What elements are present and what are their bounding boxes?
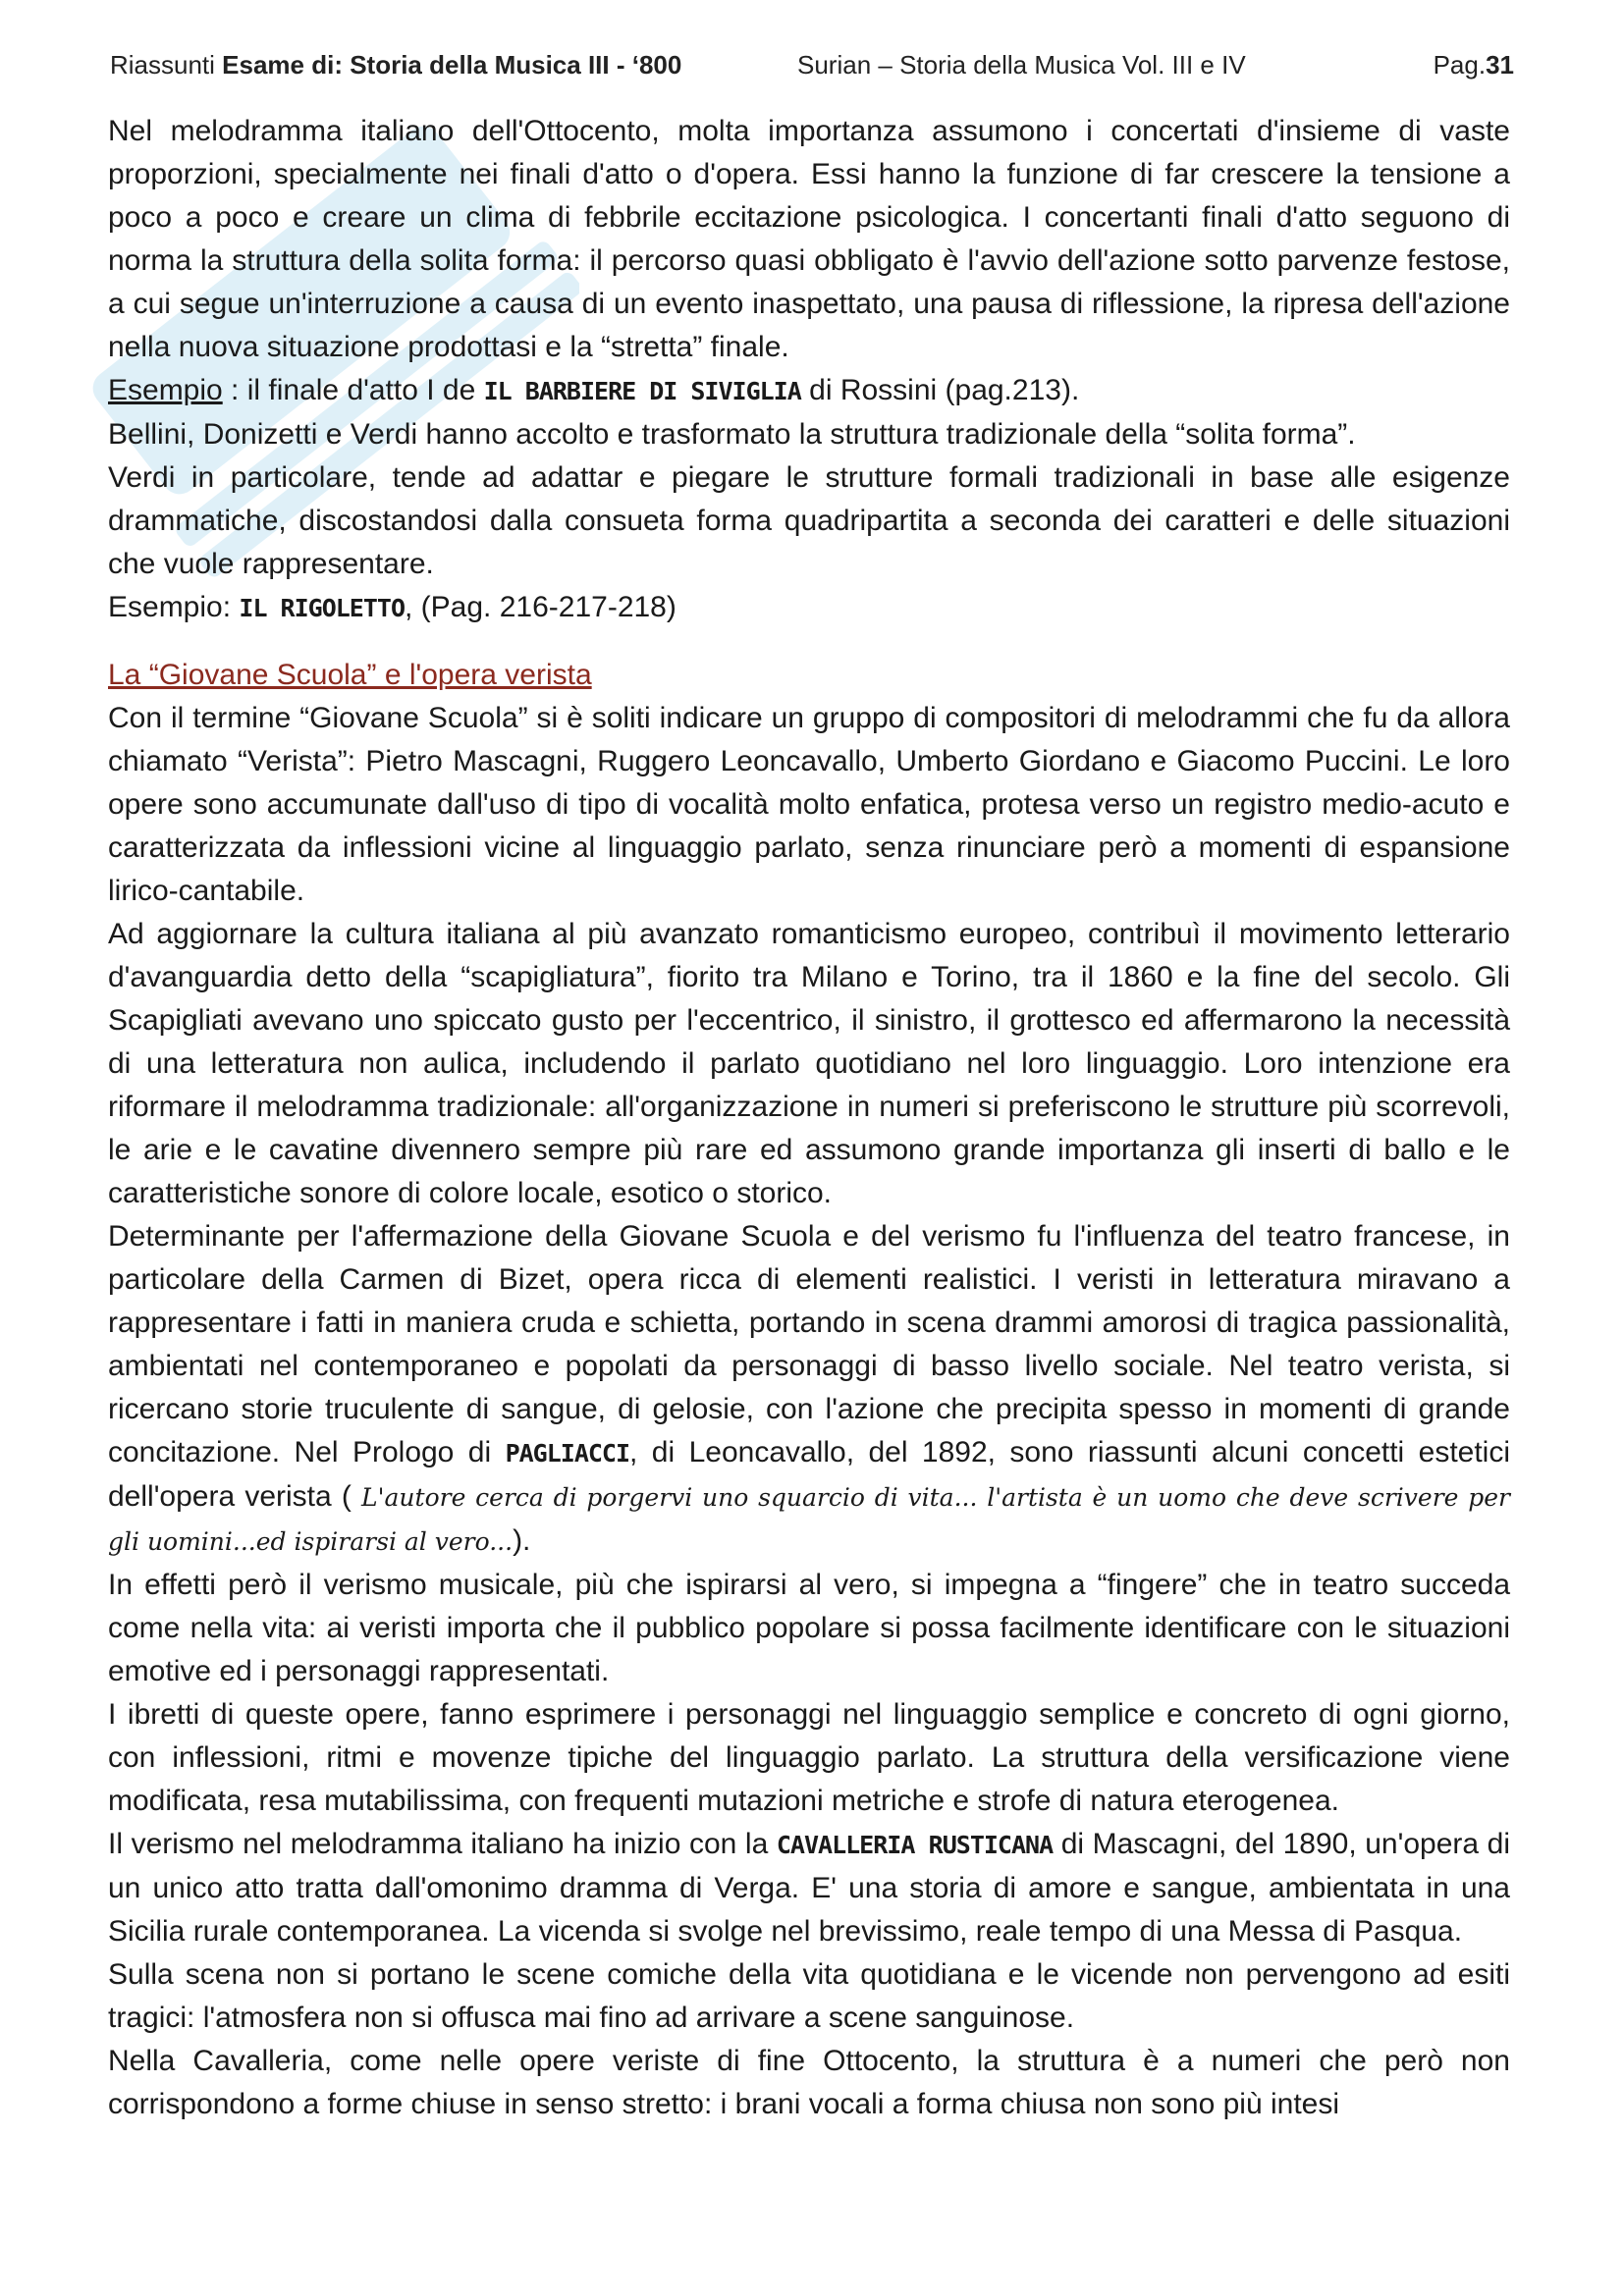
section-title: La “Giovane Scuola” e l'opera verista xyxy=(108,659,592,691)
paragraph: Con il termine “Giovane Scuola” si è soliti indicare un gruppo di compositori di melodrammi che fu da allora chiamato “Verista”: Pietro Mascagni, Ruggero Leoncavallo, Umberto Giordano e Giacomo Puccini. Le loro opere sono accumunate dall'uso di tipo di vocalità molto enfatica, protesa verso un registro medio-acuto e caratterizzata da inflessioni vicine al linguaggio parlato, senza rinunciare però a momenti di espansione lirico-cantabile. xyxy=(108,702,1510,907)
page-header xyxy=(110,45,1514,84)
paragraph: Determinante per l'affermazione della Giovane Scuola e del verismo fu l'influenza del teatro francese, in particolare della Carmen di Bizet, opera ricca di elementi realistici. I veristi in letteratura miravano a rappresentare i fatti in maniera cruda e schietta, portando in scena drammi amorosi di tragica passionalità, ambientati nel contemporaneo e popolati da personaggi di basso livello sociale. Nel teatro verista, si ricercano storie truculente di sangue, di gelosie, con l'azione che precipita spesso in momenti di grande concitazione. Nel Prologo di PAGLIACCI, di Leoncavallo, del 1892, sono riassunti alcuni concetti estetici dell'opera verista ( L'autore cerca di porgervi uno squarcio di vita... l'artista è un uomo che deve scrivere per gli uomini...ed ispirarsi al vero...). xyxy=(108,1220,1511,1557)
opera-title: CAVALLERIA RUSTICANA xyxy=(776,1831,1054,1859)
quote-text: L'autore cerca di porgervi uno squarcio di vita... l'artista è un uomo che deve scrivere per gli uomini...ed ispirarsi al vero... xyxy=(108,1483,1510,1556)
paragraph: I ibretti di queste opere, fanno esprimere i personaggi nel linguaggio semplice e concreto di ogni giorno, con inflessioni, ritmi e movenze tipiche del linguaggio parlato. La struttura della versificazione viene modificata, resa mutabilissima, con frequenti mutazioni metriche e strofe di natura eterogenea. xyxy=(108,1698,1510,1817)
opera-title: IL RIGOLETTO xyxy=(239,594,406,622)
paragraph: Il verismo nel melodramma italiano ha inizio con la CAVALLERIA RUSTICANA di Mascagni, del 1890, un'opera di un unico atto tratta dall'omonimo dramma di Verga. E' una storia di amore e sangue, ambientata in una Sicilia rurale contemporanea. La vicenda si svolge nel brevissimo, reale tempo di una Messa di Pasqua. xyxy=(108,1828,1510,1948)
paragraph: Nel melodramma italiano dell'Ottocento, molta importanza assumono i concertati d'insieme di vaste proporzioni, specialmente nei finali d'atto o d'opera. Essi hanno la funzione di far crescere la tensione a poco a poco e creare un clima di febbrile eccitazione psicologica. I concertanti finali d'atto seguono di norma la struttura della solita forma: il percorso quasi obbligato è l'avvio dell'azione sotto parvenze festose, a cui segue un'interruzione a causa di un evento inaspettato, una pausa di riflessione, la ripresa dell'azione nella nuova situazione prodottasi e la “stretta” finale. xyxy=(108,115,1510,363)
example-label: Esempio xyxy=(108,374,223,406)
paragraph: Nella Cavalleria, come nelle opere veriste di fine Ottocento, la struttura è a numeri che però non corrispondono a forme chiuse in senso stretto: i brani vocali a forma chiusa non sono più intesi xyxy=(108,2045,1510,2120)
paragraph: Bellini, Donizetti e Verdi hanno accolto e trasformato la struttura tradizionale della “solita forma”. xyxy=(108,418,1356,451)
example-label: Esempio: xyxy=(108,591,240,623)
paragraph: Verdi in particolare, tende ad adattar e piegare le strutture formali tradizionali in base alle esigenze drammatiche, discostandosi dalla consueta forma quadripartita a seconda dei caratteri e delle situazioni che vuole rappresentare. xyxy=(108,461,1510,580)
header-course: Riassunti Esame di: Storia della Musica III - ‘800 xyxy=(110,50,682,80)
opera-title: IL BARBIERE DI SIVIGLIA xyxy=(483,377,801,405)
paragraph-example: Esempio : il finale d'atto I de IL BARBIERE DI SIVIGLIA di Rossini (pag.213). xyxy=(108,374,1080,406)
opera-title: PAGLIACCI xyxy=(505,1439,630,1468)
paragraph: In effetti però il verismo musicale, più che ispirarsi al vero, si impegna a “fingere” che in teatro succeda come nella vita: ai veristi importa che il pubblico popolare si possa facilmente identificare con le situazioni emotive ed i personaggi rappresentati. xyxy=(108,1569,1510,1687)
header-source: Surian – Storia della Musica Vol. III e IV xyxy=(797,50,1246,80)
paragraph: Sulla scena non si portano le scene comiche della vita quotidiana e le vicende non pervengono ad esiti tragici: l'atmosfera non si offusca mai fino ad arrivare a scene sanguinose. xyxy=(108,1958,1510,2034)
paragraph-example: Esempio: IL RIGOLETTO, (Pag. 216-217-218) xyxy=(108,591,677,623)
document-body xyxy=(108,110,1510,2126)
page-number: Pag.31 xyxy=(1433,50,1514,80)
paragraph: Ad aggiornare la cultura italiana al più avanzato romanticismo europeo, contribuì il movimento letterario d'avanguardia detto della “scapigliatura”, fiorito tra Milano e Torino, tra il 1860 e la fine del secolo. Gli Scapigliati avevano uno spiccato gusto per l'eccentrico, il sinistro, il grottesco ed affermarono la necessità di una letteratura non aulica, includendo il parlato quotidiano nel loro linguaggio. Loro intenzione era riformare il melodramma tradizionale: all'organizzazione in numeri si preferiscono le strutture più scorrevoli, le arie e le cavatine divennero sempre più rare ed assumono grande importanza gli inserti di ballo e le caratteristiche sonore di colore locale, esotico o storico. xyxy=(108,918,1510,1209)
